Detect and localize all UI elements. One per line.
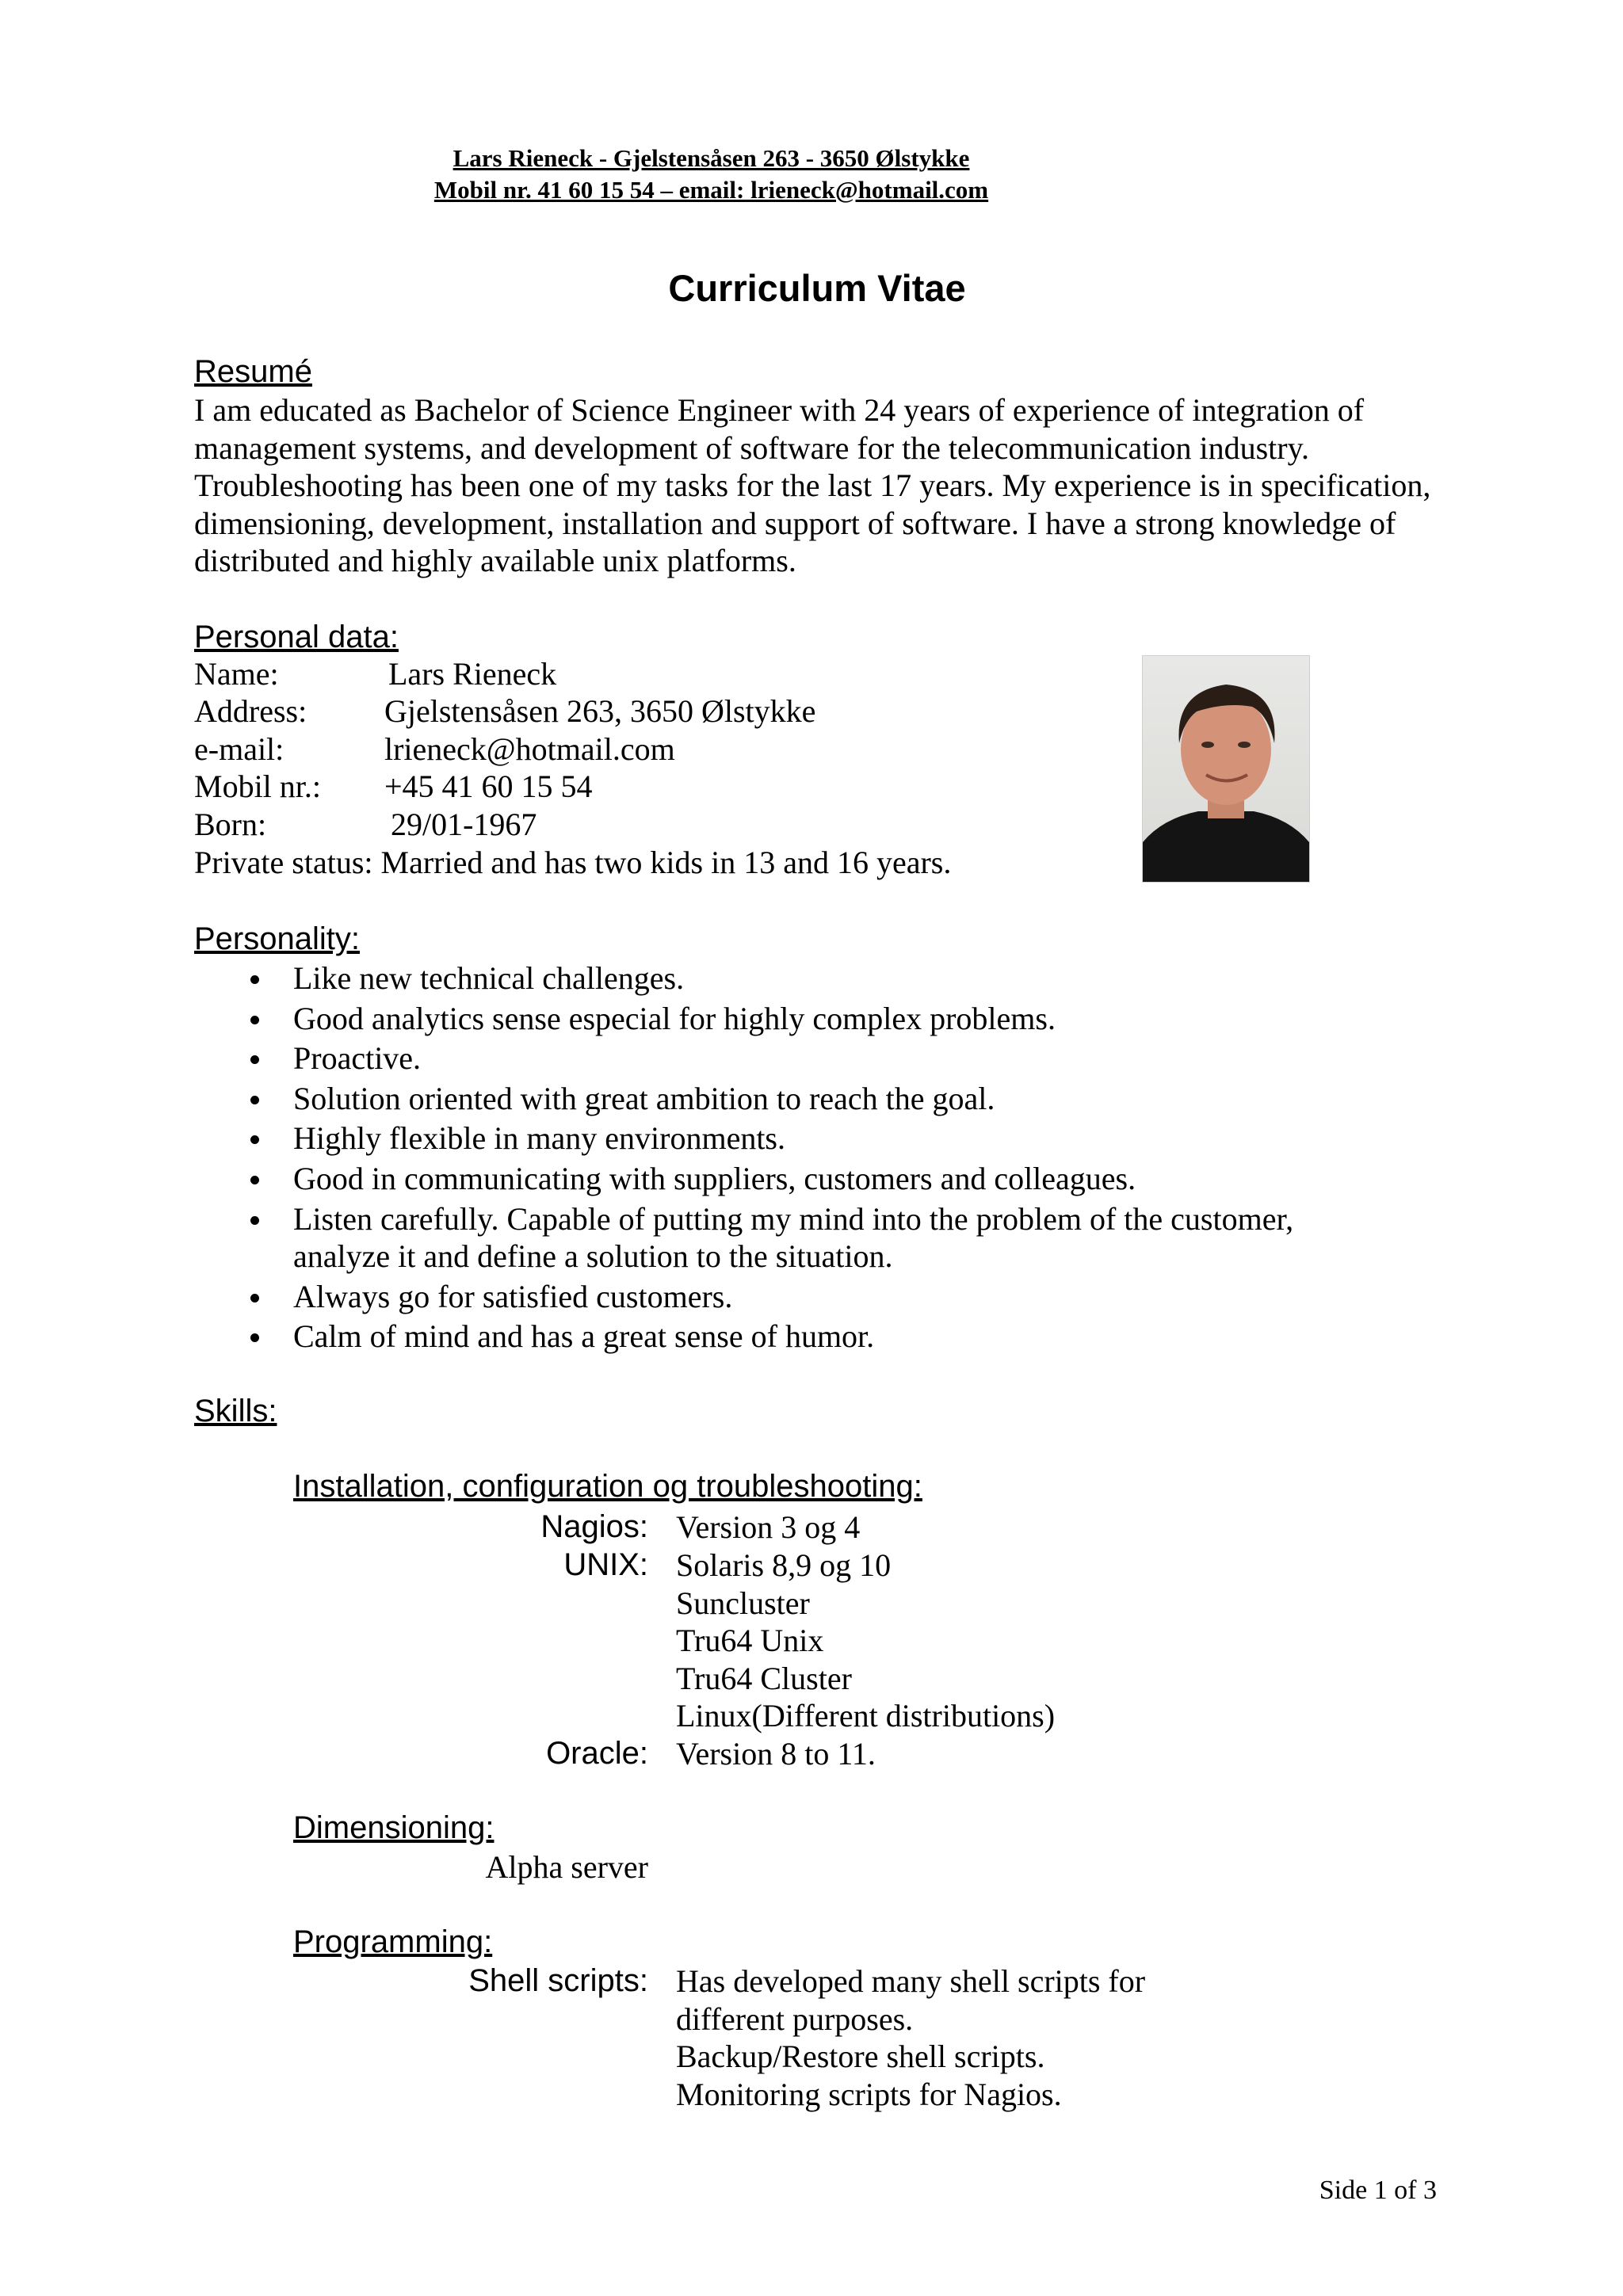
bullet-icon: [250, 975, 259, 984]
unix-item: Tru64 Unix: [676, 1623, 824, 1658]
page-number: Side 1 of 3: [1319, 2176, 1437, 2205]
bullet-icon: [250, 1176, 259, 1184]
dimensioning-heading: Dimensioning:: [293, 1810, 495, 1845]
list-item: Like new technical challenges.: [194, 959, 1383, 997]
name-label: Name:: [194, 656, 279, 692]
page-title: Curriculum Vitae: [668, 267, 966, 309]
bullet-icon: [250, 1216, 259, 1225]
personal-email-row: [194, 730, 675, 769]
personal-status-row: [194, 844, 951, 882]
portrait-photo: [1142, 655, 1310, 883]
oracle-value: Version 8 to 11.: [676, 1736, 876, 1772]
unix-label: UNIX:: [563, 1547, 648, 1582]
shell-scripts-item: Has developed many shell scripts for: [676, 1963, 1146, 1999]
nagios-value: Version 3 og 4: [676, 1509, 861, 1545]
header-address: Lars Rieneck - Gjelstensåsen 263 - 3650 Ølstykke: [453, 144, 970, 172]
shell-scripts-item: different purposes.: [676, 2001, 914, 2037]
bullet-icon: [250, 1016, 259, 1024]
list-item: Good in communicating with suppliers, customers and colleagues.: [194, 1160, 1383, 1198]
bullet-icon: [250, 1294, 259, 1302]
unix-item: Tru64 Cluster: [676, 1661, 852, 1696]
list-item: Calm of mind and has a great sense of humor.: [194, 1318, 1383, 1356]
address-label: Address:: [194, 693, 307, 729]
oracle-label: Oracle:: [546, 1736, 648, 1771]
shell-scripts-item: Monitoring scripts for Nagios.: [676, 2077, 1062, 2112]
shell-scripts-label: Shell scripts:: [468, 1963, 648, 1998]
resume-text: I am educated as Bachelor of Science Engineer with 24 years of experience of integration of management systems, and development of software for the telecommunication industry. Troubleshooting has been one of my tasks for the last 17 years. My experience is in specification, dimensioning, development, installation and support of software. I have a strong knowledge of distributed and highly available unix platforms.: [194, 392, 1431, 579]
name-value: Lars Rieneck: [388, 656, 557, 692]
mobile-label: Mobil nr.:: [194, 769, 322, 804]
portrait-photo-icon: [1143, 656, 1309, 882]
nagios-label: Nagios:: [540, 1509, 648, 1544]
unix-item: Linux(Different distributions): [676, 1698, 1056, 1733]
header-contact: Mobil nr. 41 60 15 54 – email: lrieneck@hotmail.com: [433, 176, 989, 204]
personal-data-heading: Personal data:: [194, 620, 399, 654]
list-item: Solution oriented with great ambition to reach the goal.: [194, 1080, 1383, 1118]
personal-name-row: [194, 655, 557, 693]
programming-heading: Programming:: [293, 1924, 493, 1959]
dimensioning-item: Alpha server: [485, 1849, 648, 1885]
unix-item: Suncluster: [676, 1585, 810, 1621]
shell-scripts-item: Backup/Restore shell scripts.: [676, 2039, 1045, 2074]
personality-heading: Personality:: [194, 921, 360, 956]
status-label: Private status:: [194, 845, 373, 880]
born-label: Born:: [194, 807, 267, 842]
list-item: Good analytics sense especial for highly complex problems.: [194, 1000, 1383, 1038]
unix-item: Solaris 8,9 og 10: [676, 1547, 892, 1583]
email-label: e-mail:: [194, 731, 285, 767]
installation-heading: Installation, configuration og troubleshooting:: [293, 1469, 922, 1504]
personal-born-row: [194, 806, 537, 844]
list-item: Proactive.: [194, 1039, 1383, 1077]
personal-address-row: [194, 692, 816, 730]
email-value: lrieneck@hotmail.com: [384, 731, 675, 767]
bullet-icon: [250, 1096, 259, 1104]
born-value: 29/01-1967: [391, 807, 537, 842]
bullet-icon: [250, 1333, 259, 1342]
list-item: Always go for satisfied customers.: [194, 1278, 1383, 1316]
skills-heading: Skills:: [194, 1394, 277, 1428]
mobile-value: +45 41 60 15 54: [384, 769, 593, 804]
list-item: Highly flexible in many environments.: [194, 1119, 1383, 1158]
resume-heading: Resumé: [194, 354, 312, 389]
address-value: Gjelstensåsen 263, 3650 Ølstykke: [384, 693, 816, 729]
bullet-icon: [250, 1135, 259, 1144]
personal-mobile-row: [194, 768, 593, 806]
status-value: Married and has two kids in 13 and 16 years.: [380, 845, 952, 880]
personality-list: [194, 959, 1383, 1358]
bullet-icon: [250, 1055, 259, 1064]
list-item: Listen carefully. Capable of putting my mind into the problem of the customer, analyze it and define a solution to the situation.: [194, 1200, 1383, 1276]
